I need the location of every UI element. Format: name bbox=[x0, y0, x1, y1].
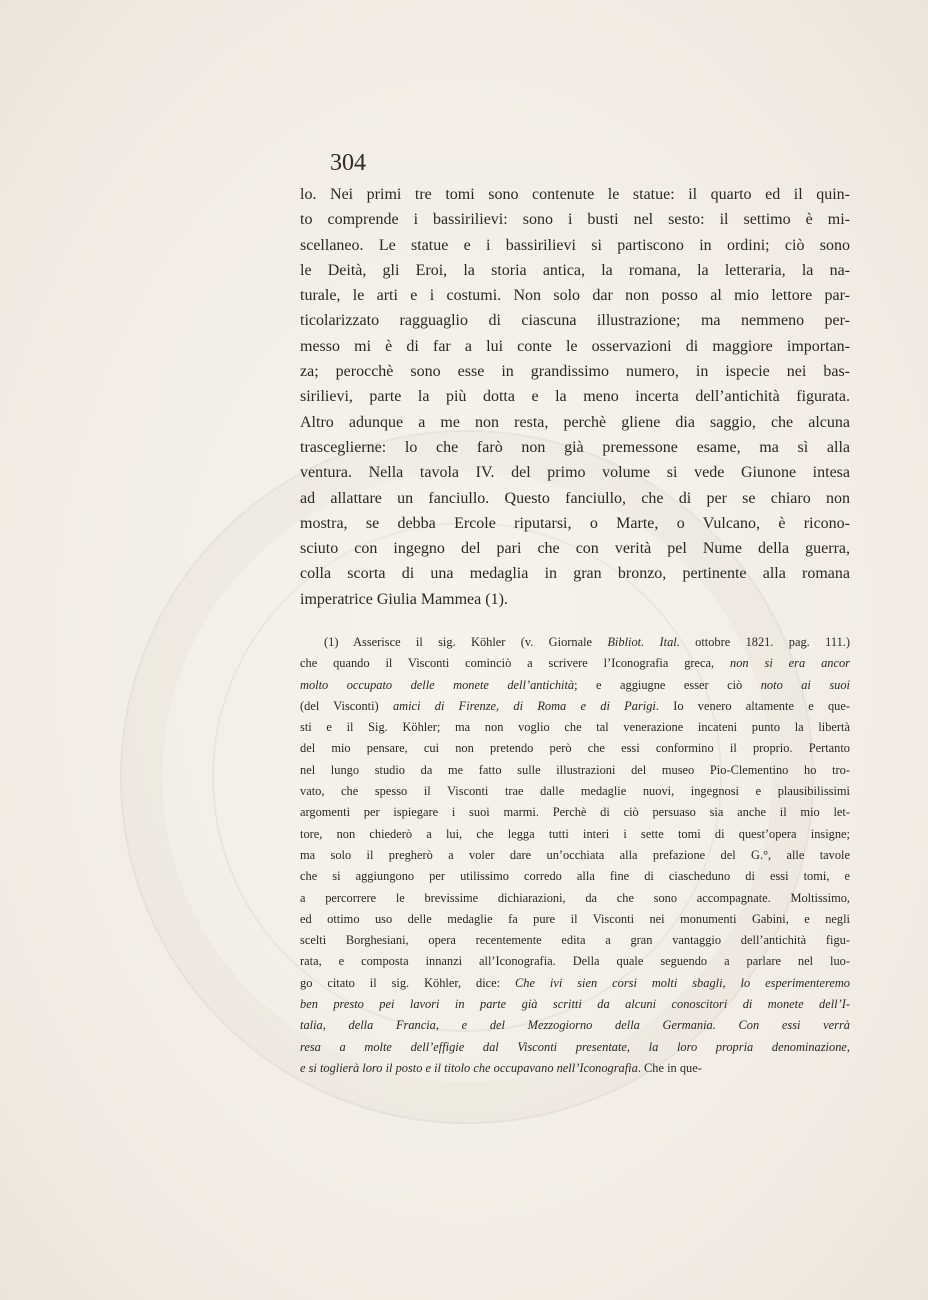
footnote-line bbox=[300, 675, 850, 696]
text-line: sirilievi, parte la più dotta e la meno incerta dell’antichità figurata. bbox=[300, 388, 850, 406]
footnote-line bbox=[300, 1015, 850, 1036]
italic-segment: ben presto pei lavori in parte già scritti da alcuni conoscitori di monete dell’I- bbox=[300, 997, 850, 1012]
footnote-line bbox=[300, 866, 850, 887]
text-line: za; perocchè sono esse in grandissimo numero, in ispecie nei bas- bbox=[300, 363, 850, 381]
italic-segment: molto occupato delle monete dell’antichità bbox=[300, 677, 575, 692]
text-line: le Deità, gli Eroi, la storia antica, la romana, la letteraria, la na- bbox=[300, 261, 850, 279]
text-line: ticolarizzato ragguaglio di ciascuna illustrazione; ma nemmeno per- bbox=[300, 312, 850, 330]
footnote-line bbox=[300, 973, 850, 994]
text-line: turale, le arti e i costumi. Non solo dar non posso al mio lettore par- bbox=[300, 287, 850, 305]
footnote-line bbox=[300, 760, 850, 781]
footnote-line bbox=[300, 717, 850, 738]
text-line: trasceglierne: lo che farò non già premessone esame, ma sì alla bbox=[300, 438, 850, 456]
text-segment: del mio pensare, cui non pretendo però che essi conformino il proprio. Pertanto bbox=[300, 741, 850, 756]
text-line: lo. Nei primi tre tomi sono contenute le statue: il quarto ed il quin- bbox=[300, 186, 850, 203]
italic-segment: non si era ancor bbox=[730, 656, 850, 671]
footnote-line bbox=[300, 888, 850, 909]
text-line: mostra, se debba Ercole riputarsi, o Marte, o Vulcano, è ricono- bbox=[300, 514, 850, 532]
text-line: ventura. Nella tavola IV. del primo volume si vede Giunone intesa bbox=[300, 464, 850, 482]
italic-segment: resa a molte dell’effigie dal Visconti presentate, la loro propria denominazione, bbox=[300, 1039, 850, 1054]
text-segment: ed ottimo uso delle medaglie fa pure il Visconti nei monumenti Gabini, e negli bbox=[300, 911, 850, 926]
italic-segment: noto ai suoi bbox=[760, 677, 850, 692]
text-segment: vato, che spesso il Visconti trae dalle medaglie nuovi, ingegnosi e plausibilissimi bbox=[300, 784, 850, 799]
text-line: messo mi è di far a lui conte le osservazioni di maggiore importan- bbox=[300, 337, 850, 355]
footnote-line bbox=[300, 994, 850, 1015]
footnote-line bbox=[300, 696, 850, 717]
main-text bbox=[300, 182, 850, 612]
footnote-line bbox=[300, 951, 850, 972]
page-number: 304 bbox=[330, 150, 366, 176]
text-segment: . Io venero altamente e que- bbox=[655, 698, 850, 713]
footnote bbox=[300, 632, 850, 1079]
text-segment: (1) Asserisce il sig. Köhler (v. Giornale bbox=[324, 635, 608, 649]
italic-segment: Bibliot. Ital. bbox=[607, 635, 680, 649]
footnote-line bbox=[300, 738, 850, 759]
footnote-line bbox=[300, 909, 850, 930]
text-segment: a percorrere le brevissime dichiarazioni, da che sono accompagnate. Moltissimo, bbox=[300, 890, 850, 905]
footnote-line bbox=[300, 1037, 850, 1058]
text-segment: scelti Borghesiani, opera recentemente edita a gran vantaggio dell’antichità figu- bbox=[300, 933, 850, 948]
text-segment: che si aggiungono per utilissimo corredo alla fine di ciascheduno di essi tomi, e bbox=[300, 869, 850, 884]
text-segment: che quando il Visconti cominciò a scrivere l’Iconografia greca, bbox=[300, 656, 731, 671]
footnote-line bbox=[300, 781, 850, 802]
text-line: scellaneo. Le statue e i bassirilievi si partiscono in ordini; ciò sono bbox=[300, 236, 850, 254]
footnote-line bbox=[300, 845, 850, 866]
text-line: imperatrice Giulia Mammea (1). bbox=[300, 590, 508, 608]
text-line: sciuto con ingegno del pari che con verità pel Nume della guerra, bbox=[300, 540, 850, 558]
footnote-line bbox=[300, 632, 850, 653]
text-segment: tore, non chiederò a lui, che legga tutti interi i sette tomi di quest’opera insigne; bbox=[300, 826, 850, 841]
text-segment: sti e il Sig. Köhler; ma non voglio che tal venerazione incateni punto la libertà bbox=[300, 720, 850, 735]
text-segment: ; e aggiugne esser ciò bbox=[574, 677, 761, 692]
footnote-line bbox=[300, 802, 850, 823]
text-segment: rata, e composta innanzi all’Iconografia. Della quale seguendo a parlare nel luo- bbox=[300, 954, 850, 969]
italic-segment: e si toglierà loro il posto e il titolo che occupavano nell’Iconografia bbox=[300, 1060, 638, 1075]
text-segment: go citato il sig. Köhler, dice: bbox=[300, 975, 516, 990]
italic-segment: talia, della Francia, e del Mezzogiorno della Germania. Con essi verrà bbox=[300, 1018, 850, 1033]
text-segment: . Che in que- bbox=[637, 1060, 702, 1075]
footnote-line bbox=[300, 1058, 850, 1079]
text-segment: argomenti per ispiegare i suoi marmi. Perchè di ciò persuaso sia anche il mio let- bbox=[300, 805, 850, 820]
footnote-line bbox=[300, 930, 850, 951]
text-line: ad allattare un fanciullo. Questo fanciullo, che di per se chiaro non bbox=[300, 489, 850, 507]
text-segment: nel lungo studio da me fatto sulle illustrazioni del museo Pio-Clementino ho tro- bbox=[300, 762, 850, 777]
text-line: colla scorta di una medaglia in gran bronzo, pertinente alla romana bbox=[300, 565, 850, 583]
text-line: to comprende i bassirilievi: sono i busti nel sesto: il settimo è mi- bbox=[300, 211, 850, 229]
text-line: Altro adunque a me non resta, perchè gliene dia saggio, che alcuna bbox=[300, 413, 850, 431]
text-segment: (del Visconti) bbox=[300, 698, 393, 713]
text-segment: ottobre 1821. pag. 111.) bbox=[679, 635, 850, 649]
italic-segment: Che ivi sien corsi molti sbagli, lo esperimenteremo bbox=[515, 975, 850, 990]
text-segment: ma solo il pregherò a voler dare un’occhiata alla prefazione del G.°, alle tavole bbox=[300, 847, 850, 862]
footnote-line bbox=[300, 653, 850, 674]
italic-segment: amici di Firenze, di Roma e di Parigi bbox=[392, 698, 656, 713]
footnote-line bbox=[300, 824, 850, 845]
